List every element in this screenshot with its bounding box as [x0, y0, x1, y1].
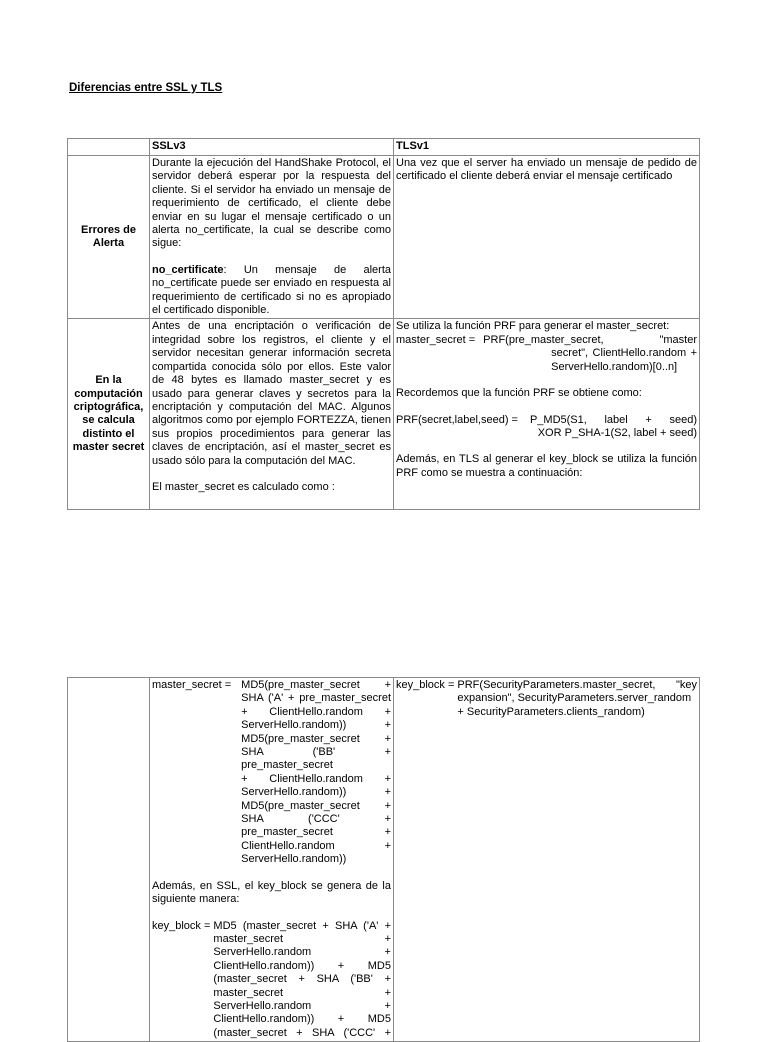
- formula-line: MD5(pre_master_secret +: [241, 679, 391, 691]
- ssl-key-block-intro: Además, en SSL, el key_block se genera de la siguiente manera:: [152, 879, 391, 906]
- formula-line: ClientHello.random +: [241, 839, 391, 852]
- formula-line: PRF(pre_master_secret, "master: [483, 333, 697, 346]
- formula-label: PRF(secret,label,seed) =: [396, 413, 518, 426]
- formula-line: + SecurityParameters.clients_random): [457, 705, 645, 718]
- table-row: [68, 156, 700, 319]
- tls-alert-paragraph: Una vez que el server ha enviado un mensaje de pedido de certificado el cliente deberá enviar el mensaje certificado: [396, 157, 697, 183]
- tls-key-block-cell: [394, 678, 700, 1042]
- formula-label: key_block =: [396, 679, 455, 691]
- ssl-master-secret-paragraph: Antes de una encriptación o verificación de integridad sobre los registros, el cliente y el servidor necesitan generar información secreta compartida conocida sólo por ellos. Este valor de 48 bytes es llamado master_secret y es usado para generar claves y secretos para la encriptación y computación del MAC. Algunos algoritmos como por ejemplo FORTEZZA, tienen sus propios procedimientos para generar las claves de encriptación, así el master_secret es usado sólo para la computación del MAC.: [152, 320, 391, 467]
- formula-line: PRF(SecurityParameters.master_secret, "key: [457, 679, 697, 691]
- ssl-master-secret-cell: [150, 319, 394, 510]
- tls-key-block-intro: Además, en TLS al generar el key_block se utiliza la función PRF como se muestra a continuación:: [396, 453, 697, 479]
- ssl-alert-cell: [150, 156, 394, 319]
- no-certificate-description: : Un mensaje de alerta no_certificate puede ser enviado en respuesta al requerimiento de certificado si no es apropiado el certificado disponible.: [152, 263, 391, 317]
- ssl-master-secret-intro: El master_secret es calculado como :: [152, 480, 335, 493]
- no-certificate-term: no_certificate: [152, 263, 224, 276]
- formula-line: (master_secret + SHA ('CCC' +: [213, 1026, 391, 1039]
- tls-master-secret-cell: [394, 319, 700, 510]
- formula-line: ServerHello.random)): [241, 853, 347, 866]
- ssl-no-certificate-paragraph: [152, 264, 391, 318]
- ssl-master-secret-formula: [152, 679, 391, 867]
- formula-line: ServerHello.random)) +: [241, 719, 391, 732]
- formula-label: master_secret =: [396, 333, 476, 346]
- ssl-alert-paragraph: Durante la ejecución del HandShake Protocol, el servidor deberá esperar por la respuesta del cliente. Si el servidor ha enviado un mensaje de requerimiento de certificado, el cliente debe enviar en su lugar el mensaje certificado o un alerta no_certificate, la cual se describe como sigue:: [152, 157, 391, 250]
- formula-line: XOR P_SHA-1(S2, label + seed): [537, 426, 697, 439]
- row-label-master-secret: En la computación criptográfica, se calcula distinto el master secret: [68, 319, 150, 510]
- formula-line: ClientHello.random)) + MD5: [213, 959, 391, 972]
- ssl-key-block-cell: [150, 678, 394, 1042]
- tls-prf-recall: Recordemos que la función PRF se obtiene como:: [396, 387, 642, 400]
- tls-prf-formula: [396, 414, 697, 441]
- table-row: [68, 678, 700, 1042]
- tls-prf-intro: Se utiliza la función PRF para generar el master_secret:: [396, 320, 670, 333]
- formula-line: SHA ('A' + pre_master_secret: [241, 692, 391, 705]
- formula-line: MD5(pre_master_secret +: [241, 799, 391, 812]
- formula-line: + ClientHello.random +: [241, 772, 391, 785]
- formula-line: (master_secret + SHA ('BB' +: [213, 973, 391, 986]
- formula-label: key_block =: [152, 919, 211, 932]
- formula-line: master_secret +: [213, 932, 391, 945]
- formula-line: pre_master_secret +: [241, 826, 391, 839]
- formula-line: ServerHello.random)[0..n]: [551, 360, 678, 373]
- header-empty-cell: [68, 139, 150, 156]
- formula-line: SHA ('CCC' +: [241, 813, 391, 826]
- empty-label-cell: [68, 678, 150, 1042]
- formula-line: secret", ClientHello.random +: [551, 347, 697, 360]
- formula-line: ServerHello.random +: [213, 999, 391, 1012]
- table-row: [68, 319, 700, 510]
- comparison-table: [67, 138, 700, 510]
- formula-line: ServerHello.random)) +: [241, 786, 391, 799]
- formula-label: master_secret =: [152, 679, 232, 691]
- row-label-alert-errors: Errores de Alerta: [68, 156, 150, 319]
- formula-line: master_secret +: [213, 986, 391, 999]
- tls-key-block-formula: [396, 679, 697, 719]
- formula-line: expansion", SecurityParameters.server_random: [457, 692, 692, 705]
- formula-line: P_MD5(S1, label + seed): [529, 413, 697, 426]
- formula-line: SHA ('BB' + pre_master_secret: [241, 746, 391, 772]
- formula-line: MD5(pre_master_secret +: [241, 732, 391, 745]
- tls-master-secret-formula: [396, 334, 697, 374]
- header-sslv3: SSLv3: [150, 139, 394, 156]
- header-tlsv1: TLSv1: [394, 139, 700, 156]
- formula-line: + ClientHello.random +: [241, 705, 391, 718]
- table-header-row: [68, 139, 700, 156]
- comparison-table-continued: [67, 677, 700, 1042]
- formula-line: MD5 (master_secret + SHA ('A' +: [213, 919, 391, 932]
- tls-alert-cell: [394, 156, 700, 319]
- formula-line: ClientHello.random)) + MD5: [213, 1013, 391, 1026]
- ssl-key-block-formula: [152, 920, 391, 1041]
- formula-line: ServerHello.random +: [213, 946, 391, 959]
- document-title: Diferencias entre SSL y TLS: [69, 82, 223, 94]
